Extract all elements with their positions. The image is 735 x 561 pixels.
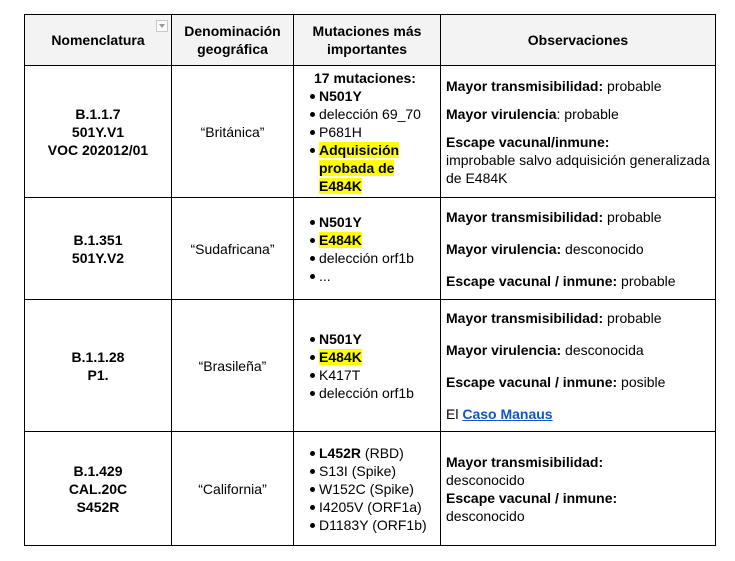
mutaciones-cell — [294, 432, 441, 546]
observaciones-cell — [441, 66, 716, 198]
mutation-text: (RBD) — [361, 444, 404, 461]
list-item — [309, 330, 440, 348]
obs-link-prefix: El — [446, 405, 463, 422]
obs-transmisibilidad — [446, 309, 711, 327]
mutation-list — [309, 213, 440, 285]
observaciones-cell — [441, 300, 716, 432]
obs-escape — [446, 133, 711, 187]
mutation-highlight: Adquisición probada de E484K — [319, 141, 400, 194]
nomenclatura-line: P1. — [87, 366, 109, 383]
list-item — [309, 141, 440, 195]
mutation-text: delección orf1b — [319, 249, 414, 266]
nomenclatura-line: 501Y.V1 — [71, 123, 125, 140]
list-item — [309, 231, 440, 249]
variants-table — [24, 14, 716, 546]
nomenclatura-line: VOC 202012/01 — [47, 141, 149, 158]
observaciones-cell — [441, 198, 716, 300]
mutation-text: D1183Y (ORF1b) — [319, 516, 427, 533]
nomenclatura-cell — [25, 300, 172, 432]
mutation-highlight: E484K — [319, 348, 362, 365]
obs-value: probable — [603, 309, 662, 326]
obs-escape — [446, 272, 711, 290]
header-mutaciones-label: Mutaciones más importantes — [312, 23, 422, 57]
nomenclatura-line: B.1.1.7 — [75, 105, 121, 122]
list-item — [309, 498, 440, 516]
list-item — [309, 87, 440, 105]
obs-value: desconocida — [561, 341, 644, 358]
nomenclatura-line: B.1.429 — [73, 462, 123, 479]
obs-label: Escape vacunal / inmune: — [446, 373, 618, 390]
obs-virulencia — [446, 240, 711, 258]
mutation-bold: N501Y — [319, 330, 362, 347]
obs-label: Mayor transmisibilidad: — [446, 208, 604, 225]
obs-label: Mayor transmisibilidad: — [446, 309, 604, 326]
obs-escape — [446, 373, 711, 391]
nomenclatura-line: S452R — [76, 498, 120, 515]
mutation-text: S13I (Spike) — [319, 462, 397, 479]
mutation-text: delección orf1b — [319, 384, 414, 401]
mutation-text: ... — [319, 267, 331, 284]
mutation-highlight: E484K — [319, 231, 362, 248]
mutation-list — [309, 444, 440, 534]
list-item — [309, 348, 440, 366]
header-row — [25, 15, 716, 66]
list-item — [309, 444, 440, 462]
obs-label: Mayor virulencia: — [446, 341, 562, 358]
nomenclatura-line: B.1.1.28 — [71, 348, 125, 365]
denominacion-cell — [172, 198, 294, 300]
filter-dropdown-icon[interactable] — [156, 20, 168, 32]
denominacion-text: “Sudafricana” — [190, 240, 275, 257]
nomenclatura-line: CAL.20C — [68, 480, 128, 497]
denominacion-text: “California” — [198, 480, 267, 497]
list-item — [309, 123, 440, 141]
list-item — [309, 462, 440, 480]
obs-label: Mayor virulencia: — [446, 240, 562, 257]
obs-virulencia — [446, 341, 711, 359]
obs-value: desconocido — [446, 471, 525, 488]
list-item — [309, 267, 440, 285]
mutation-text: I4205V (ORF1a) — [319, 498, 422, 515]
obs-virulencia — [446, 105, 711, 123]
obs-label: Escape vacunal / inmune: — [446, 489, 618, 506]
obs-transmisibilidad — [446, 77, 711, 95]
caso-manaus-link[interactable]: Caso Manaus — [462, 405, 553, 422]
denominacion-text: “Británica” — [200, 123, 265, 140]
table-row — [25, 300, 716, 432]
mutation-list — [309, 330, 440, 402]
header-nomenclatura-label: Nomenclatura — [51, 32, 145, 48]
list-item — [309, 249, 440, 267]
obs-label: Escape vacunal / inmune: — [446, 272, 618, 289]
denominacion-cell — [172, 432, 294, 546]
denominacion-text: “Brasileña” — [198, 357, 267, 374]
table-row — [25, 432, 716, 546]
obs-value: probable — [603, 77, 662, 94]
list-item — [309, 516, 440, 534]
mutation-bold: L452R — [319, 444, 362, 461]
nomenclatura-cell — [25, 432, 172, 546]
table-row — [25, 66, 716, 198]
mutation-text: W152C (Spike) — [319, 480, 414, 497]
mutaciones-cell — [294, 66, 441, 198]
mutation-bold: N501Y — [319, 213, 362, 230]
list-item — [309, 213, 440, 231]
nomenclatura-line: 501Y.V2 — [71, 249, 125, 266]
table-row — [25, 198, 716, 300]
obs-label: Mayor transmisibilidad: — [446, 77, 604, 94]
header-denominacion — [172, 15, 294, 66]
list-item — [309, 366, 440, 384]
obs-escape — [446, 489, 711, 525]
mutaciones-cell — [294, 198, 441, 300]
obs-transmisibilidad — [446, 453, 711, 489]
obs-value: probable — [603, 208, 662, 225]
mutation-text: K417T — [319, 366, 361, 383]
list-item — [309, 480, 440, 498]
header-observaciones — [441, 15, 716, 66]
nomenclatura-line: B.1.351 — [73, 231, 123, 248]
mutation-list — [309, 87, 440, 195]
obs-value: posible — [617, 373, 666, 390]
header-denominacion-label: Denominación geográfica — [184, 23, 281, 57]
denominacion-cell — [172, 300, 294, 432]
mutaciones-cell — [294, 300, 441, 432]
header-nomenclatura — [25, 15, 172, 66]
list-item — [309, 105, 440, 123]
mutation-count: 17 mutaciones: — [314, 69, 416, 86]
obs-label: Escape vacunal/inmune: — [446, 133, 610, 150]
obs-value: : probable — [556, 105, 619, 122]
header-mutaciones — [294, 15, 441, 66]
mutation-text: P681H — [319, 123, 362, 140]
obs-label: Mayor transmisibilidad: — [446, 453, 604, 470]
observaciones-cell — [441, 432, 716, 546]
obs-value: desconocido — [446, 507, 525, 524]
obs-link-line — [446, 405, 711, 423]
obs-value: improbable salvo adquisición generalizada de E484K — [446, 151, 710, 186]
mutation-bold: N501Y — [319, 87, 362, 104]
list-item — [309, 384, 440, 402]
nomenclatura-cell — [25, 198, 172, 300]
obs-value: probable — [617, 272, 676, 289]
obs-transmisibilidad — [446, 208, 711, 226]
header-observaciones-label: Observaciones — [527, 32, 629, 48]
nomenclatura-cell — [25, 66, 172, 198]
obs-value: desconocido — [561, 240, 644, 257]
denominacion-cell — [172, 66, 294, 198]
mutation-text: delección 69_70 — [319, 105, 421, 122]
obs-label: Mayor virulencia — [446, 105, 557, 122]
